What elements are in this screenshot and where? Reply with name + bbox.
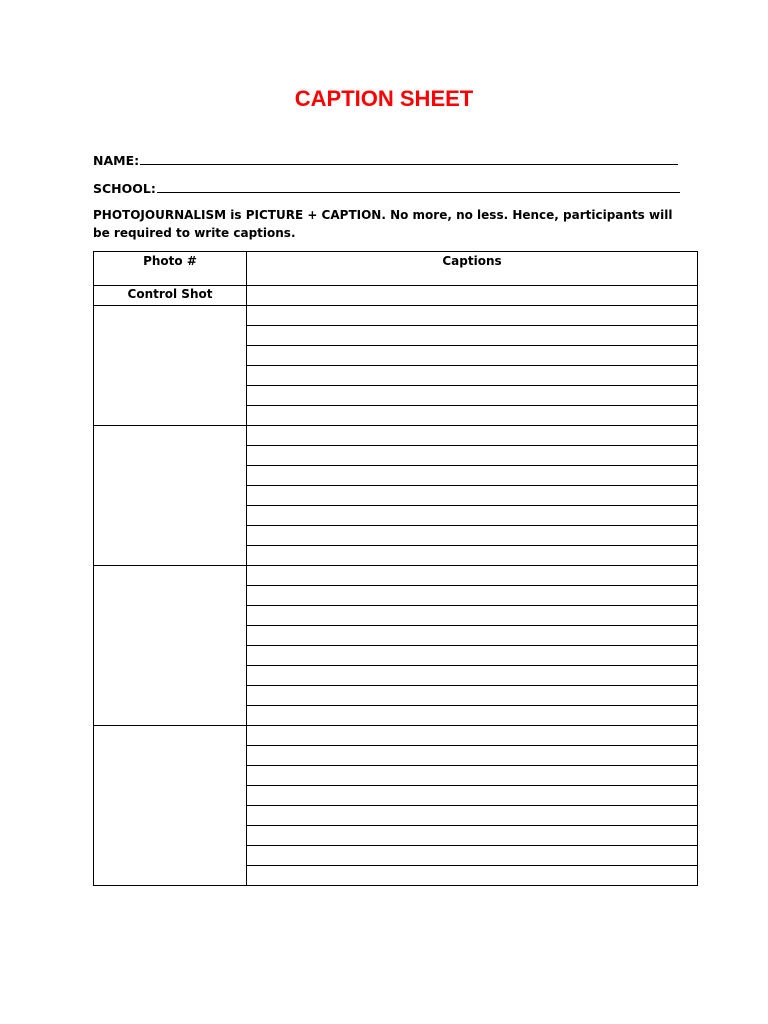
caption-line[interactable] [247, 426, 698, 446]
table-header-row [94, 252, 698, 286]
caption-line[interactable] [247, 746, 698, 766]
caption-line[interactable] [247, 826, 698, 846]
control-shot-row [94, 286, 698, 306]
caption-line[interactable] [247, 866, 698, 886]
name-field [93, 152, 678, 168]
caption-table [93, 251, 698, 886]
caption-line[interactable] [247, 306, 698, 326]
caption-line[interactable] [247, 346, 698, 366]
name-label: NAME: [93, 153, 140, 168]
caption-line[interactable] [247, 566, 698, 586]
caption-line[interactable] [247, 646, 698, 666]
header-photo-number: Photo # [94, 252, 247, 286]
caption-line[interactable] [247, 406, 698, 426]
caption-line[interactable] [247, 546, 698, 566]
page-title: CAPTION SHEET [294, 86, 474, 111]
caption-line[interactable] [247, 586, 698, 606]
caption-line[interactable] [247, 386, 698, 406]
photo-cell-3[interactable] [94, 566, 247, 726]
header-captions: Captions [247, 252, 698, 286]
name-input-line[interactable] [140, 152, 678, 165]
caption-line[interactable] [247, 626, 698, 646]
caption-line[interactable] [247, 446, 698, 466]
caption-line[interactable] [247, 806, 698, 826]
school-field [93, 180, 680, 196]
caption-line[interactable] [247, 726, 698, 746]
caption-line[interactable] [247, 666, 698, 686]
photo-cell-1[interactable] [94, 306, 247, 426]
caption-line[interactable] [247, 686, 698, 706]
caption-line[interactable] [247, 366, 698, 386]
caption-line[interactable] [247, 466, 698, 486]
caption-line[interactable] [247, 706, 698, 726]
caption-line[interactable] [247, 506, 698, 526]
control-shot-caption-cell[interactable] [247, 286, 698, 306]
caption-line[interactable] [247, 486, 698, 506]
caption-line[interactable] [247, 766, 698, 786]
photo-cell-2[interactable] [94, 426, 247, 566]
caption-line[interactable] [247, 526, 698, 546]
intro-text: PHOTOJOURNALISM is PICTURE + CAPTION. No more, no less. Hence, participants will be required to write captions. [93, 208, 673, 240]
caption-line[interactable] [247, 606, 698, 626]
control-shot-label: Control Shot [94, 286, 247, 306]
school-label: SCHOOL: [93, 181, 156, 196]
caption-line[interactable] [247, 326, 698, 346]
caption-line[interactable] [247, 786, 698, 806]
photo-cell-4[interactable] [94, 726, 247, 886]
caption-line[interactable] [247, 846, 698, 866]
school-input-line[interactable] [157, 180, 680, 193]
